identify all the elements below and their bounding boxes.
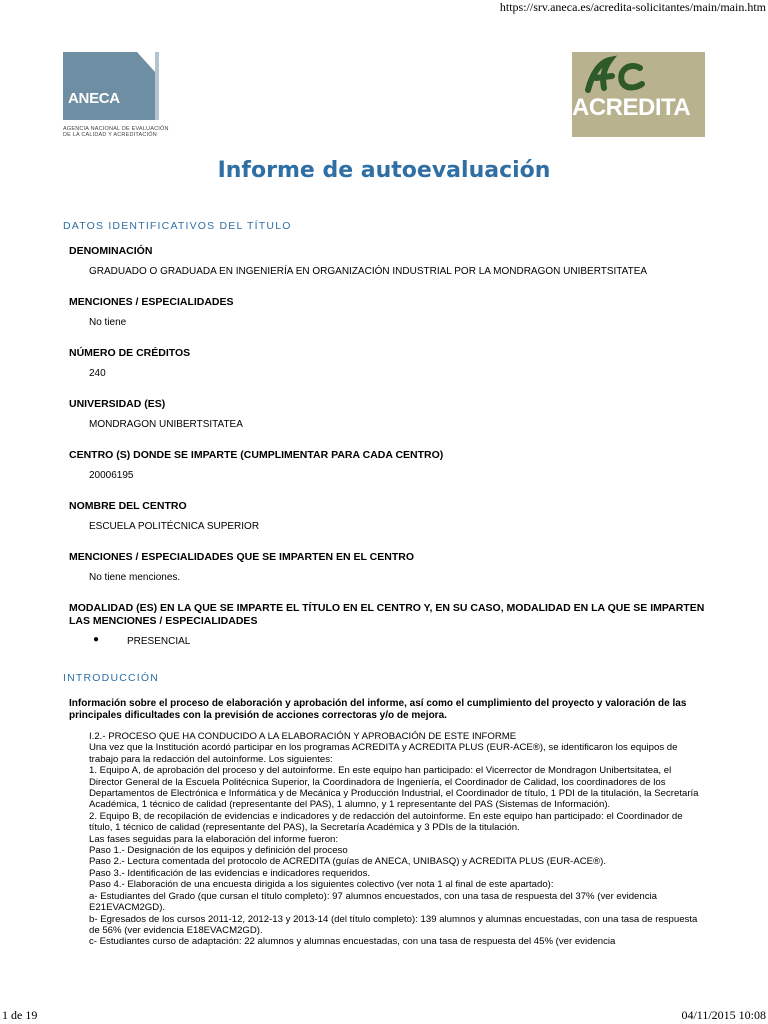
field-value-centro: 20006195 [89,470,134,481]
field-label-centro: CENTRO (S) DONDE SE IMPARTE (CUMPLIMENTAR PARA CADA CENTRO) [69,449,444,461]
field-label-menciones: MENCIONES / ESPECIALIDADES [69,296,234,308]
field-label-universidad: UNIVERSIDAD (ES) [69,398,166,410]
intro-line: c- Estudiantes curso de adaptación: 22 alumnos y alumnas encuestadas, con una tasa de respuesta del 45% (ver evidencia [89,936,616,948]
field-value-menciones-centro: No tiene menciones. [89,572,181,583]
intro-line: Paso 4.- Elaboración de una encuesta dirigida a los siguientes colectivo (ver nota 1 al final de este apartado): [89,879,554,891]
field-label-modalidad: MODALIDAD (ES) EN LA QUE SE IMPARTE EL TÍTULO EN EL CENTRO Y, EN SU CASO, MODALIDAD EN LA QUE SE IMPARTEN LAS MENCIONES / ESPECIALIDADES [69,602,705,627]
section-datos-identificativos: DATOS IDENTIFICATIVOS DEL TÍTULO [63,220,292,232]
field-label-creditos: NÚMERO DE CRÉDITOS [69,347,191,359]
field-value-modalidad: PRESENCIAL [127,636,191,647]
field-value-menciones: No tiene [89,317,127,328]
intro-line: Paso 2.- Lectura comentada del protocolo de ACREDITA (guías de ANECA, UNIBASQ) y ACREDITA PLUS (EUR-ACE®). [89,856,606,868]
intro-line: Las fases seguidas para la elaboración del informe fueron: [89,833,339,845]
aneca-logo [63,52,173,140]
intro-line: Paso 3.- Identificación de las evidencias e indicadores requeridos. [89,867,371,879]
aneca-logo-shape [63,52,155,120]
intro-question: Información sobre el proceso de elaboración y aprobación del informe, así como el cumplimiento del proyecto y valoración de las principales dificultades con la previsión de acciones correctoras y/o de mejora. [69,698,687,721]
acredita-ac-icon [582,54,652,96]
field-value-denominacion: GRADUADO O GRADUADA EN INGENIERÍA EN ORGANIZACIÓN INDUSTRIAL POR LA MONDRAGON UNIBERTSITATEA [89,266,648,277]
intro-line: Una vez que la Institución acordó participar en los programas ACREDITA y ACREDITA PLUS (EUR-ACE®), se identificaron los equipos de trabajo para la redacción del autoinforme. Los siguientes: [89,742,678,765]
intro-line: I.2.- PROCESO QUE HA CONDUCIDO A LA ELABORACIÓN Y APROBACIÓN DE ESTE INFORME [89,731,517,742]
intro-line: 2. Equipo B, de recopilación de evidencias e indicadores y de redacción del autoinforme. En este equipo han participado: el Coordinador de título, 1 técnico de calidad (representante del PAS), la Secretaría Académica y 3 PDIs de la titulación. [89,810,683,834]
page-title: Informe de autoevaluación [217,158,551,183]
field-value-nombre-centro: ESCUELA POLITÉCNICA SUPERIOR [89,521,260,532]
print-url: https://srv.aneca.es/acredita-solicitantes/main/main.htm [499,0,766,14]
print-datetime: 04/11/2015 10:08 [681,1008,766,1022]
aneca-logo-word: ANECA [68,90,120,107]
field-label-nombre-centro: NOMBRE DEL CENTRO [69,500,187,512]
bullet-icon: ● [93,634,100,645]
field-value-creditos: 240 [89,368,106,379]
intro-body [89,731,699,948]
field-label-menciones-centro: MENCIONES / ESPECIALIDADES QUE SE IMPARTEN EN EL CENTRO [69,551,414,563]
section-introduccion: INTRODUCCIÓN [63,672,160,684]
intro-line: Paso 1.- Designación de los equipos y definición del proceso [89,845,348,857]
print-page-number: 1 de 19 [2,1008,38,1022]
intro-line: a- Estudiantes del Grado (que cursan el título completo): 97 alumnos encuestados, con una tasa de respuesta del 37% (ver evidencia E21EVACM2GD). [89,890,657,914]
acredita-logo [572,52,705,137]
field-label-denominacion: DENOMINACIÓN [69,245,153,257]
intro-line: b- Egresados de los cursos 2011-12, 2012-13 y 2013-14 (del título completo): 139 alumnos y alumnas encuestadas, con una tasa de respuesta de 56% (ver evidencia E18EVACM2GD). [89,913,698,936]
acredita-logo-word: ACREDITA [572,94,691,121]
intro-line: 1. Equipo A, de aprobación del proceso y del autoinforme. En este equipo han participado: el Vicerrector de Mondragon Unibertsitatea, el Director General de la Escuela Politécnica Superior, la Coordinadora de Ingeniería, el Coordinador de Calidad, los coordinadores de los Departamentos de Electrónica e Informática y de Mecánica y Producción Industrial, el Coordinador de título, 1 PDI de la titulación, la Secretaría Académica, 1 técnico de calidad (representante del PAS), 1 alumno, y 1 representante del PAS (Sistemas de Información). [89,765,699,811]
field-value-universidad: MONDRAGON UNIBERTSITATEA [89,419,243,430]
aneca-logo-subtitle: AGENCIA NACIONAL DE EVALUACIÓN DE LA CALIDAD Y ACREDITACIÓN [63,126,169,138]
